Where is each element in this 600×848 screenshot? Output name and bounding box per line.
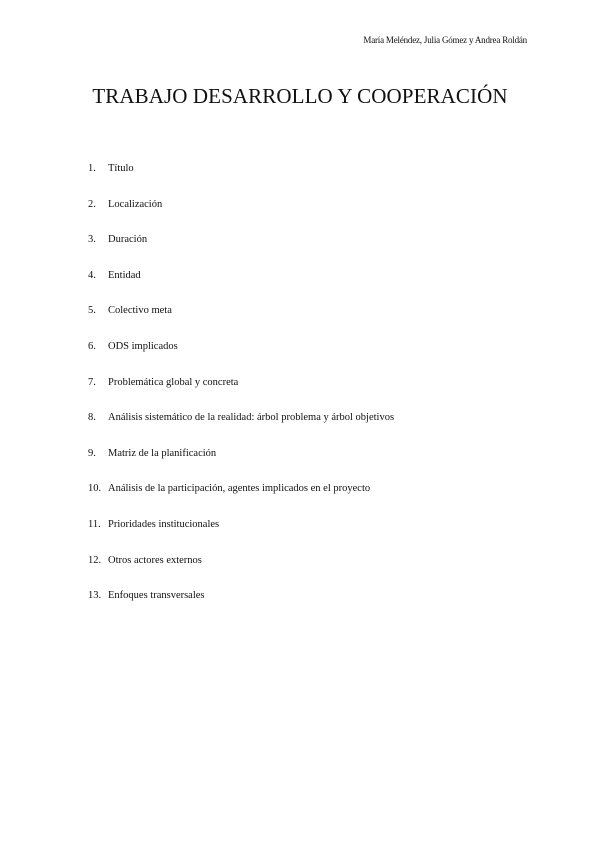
toc-item-label: Colectivo meta: [108, 305, 172, 317]
toc-item-label: Duración: [108, 234, 148, 246]
toc-item-13: [88, 590, 548, 626]
toc-item-number: 13.: [88, 590, 102, 602]
toc-item-label: Análisis de la participación, agentes implicados en el proyecto: [108, 483, 371, 495]
toc-item-number: 10.: [88, 483, 102, 495]
toc-item-5: [88, 305, 548, 341]
toc-item-label: Matriz de la planificación: [108, 447, 217, 459]
table-of-contents: [88, 163, 548, 626]
toc-item-number: 3.: [88, 234, 96, 246]
toc-item-number: 1.: [88, 163, 96, 174]
toc-item-label: Análisis sistemático de la realidad: árbol problema y árbol objetivos: [108, 412, 395, 424]
toc-item-2: [88, 199, 548, 235]
toc-item-number: 4.: [88, 269, 96, 281]
toc-item-11: [88, 519, 548, 555]
toc-item-label: Título: [108, 163, 134, 174]
toc-item-label: Localización: [108, 198, 163, 210]
toc-item-label: Otros actores externos: [108, 554, 202, 566]
toc-item-12: [88, 555, 548, 591]
toc-item-label: Enfoques transversales: [108, 590, 205, 602]
header-authors: María Meléndez, Julia Gómez y Andrea Roldán: [363, 35, 527, 45]
toc-item-3: [88, 234, 548, 270]
toc-item-6: [88, 341, 548, 377]
toc-item-number: 6.: [88, 340, 96, 352]
toc-item-number: 7.: [88, 376, 96, 388]
toc-item-label: Prioridades institucionales: [108, 518, 220, 530]
toc-item-8: [88, 412, 548, 448]
document-title: TRABAJO DESARROLLO Y COOPERACIÓN: [92, 84, 508, 108]
toc-item-10: [88, 483, 548, 519]
toc-item-number: 11.: [88, 518, 101, 530]
toc-item-7: [88, 377, 548, 413]
toc-item-label: Entidad: [108, 269, 141, 281]
toc-item-number: 5.: [88, 305, 96, 317]
toc-item-number: 2.: [88, 198, 96, 210]
toc-item-9: [88, 448, 548, 484]
toc-item-number: 9.: [88, 447, 96, 459]
toc-item-number: 12.: [88, 554, 102, 566]
toc-item-1: [88, 163, 548, 199]
toc-item-label: ODS implicados: [108, 340, 178, 352]
toc-item-4: [88, 270, 548, 306]
toc-item-number: 8.: [88, 412, 96, 424]
toc-item-label: Problemática global y concreta: [108, 376, 239, 388]
